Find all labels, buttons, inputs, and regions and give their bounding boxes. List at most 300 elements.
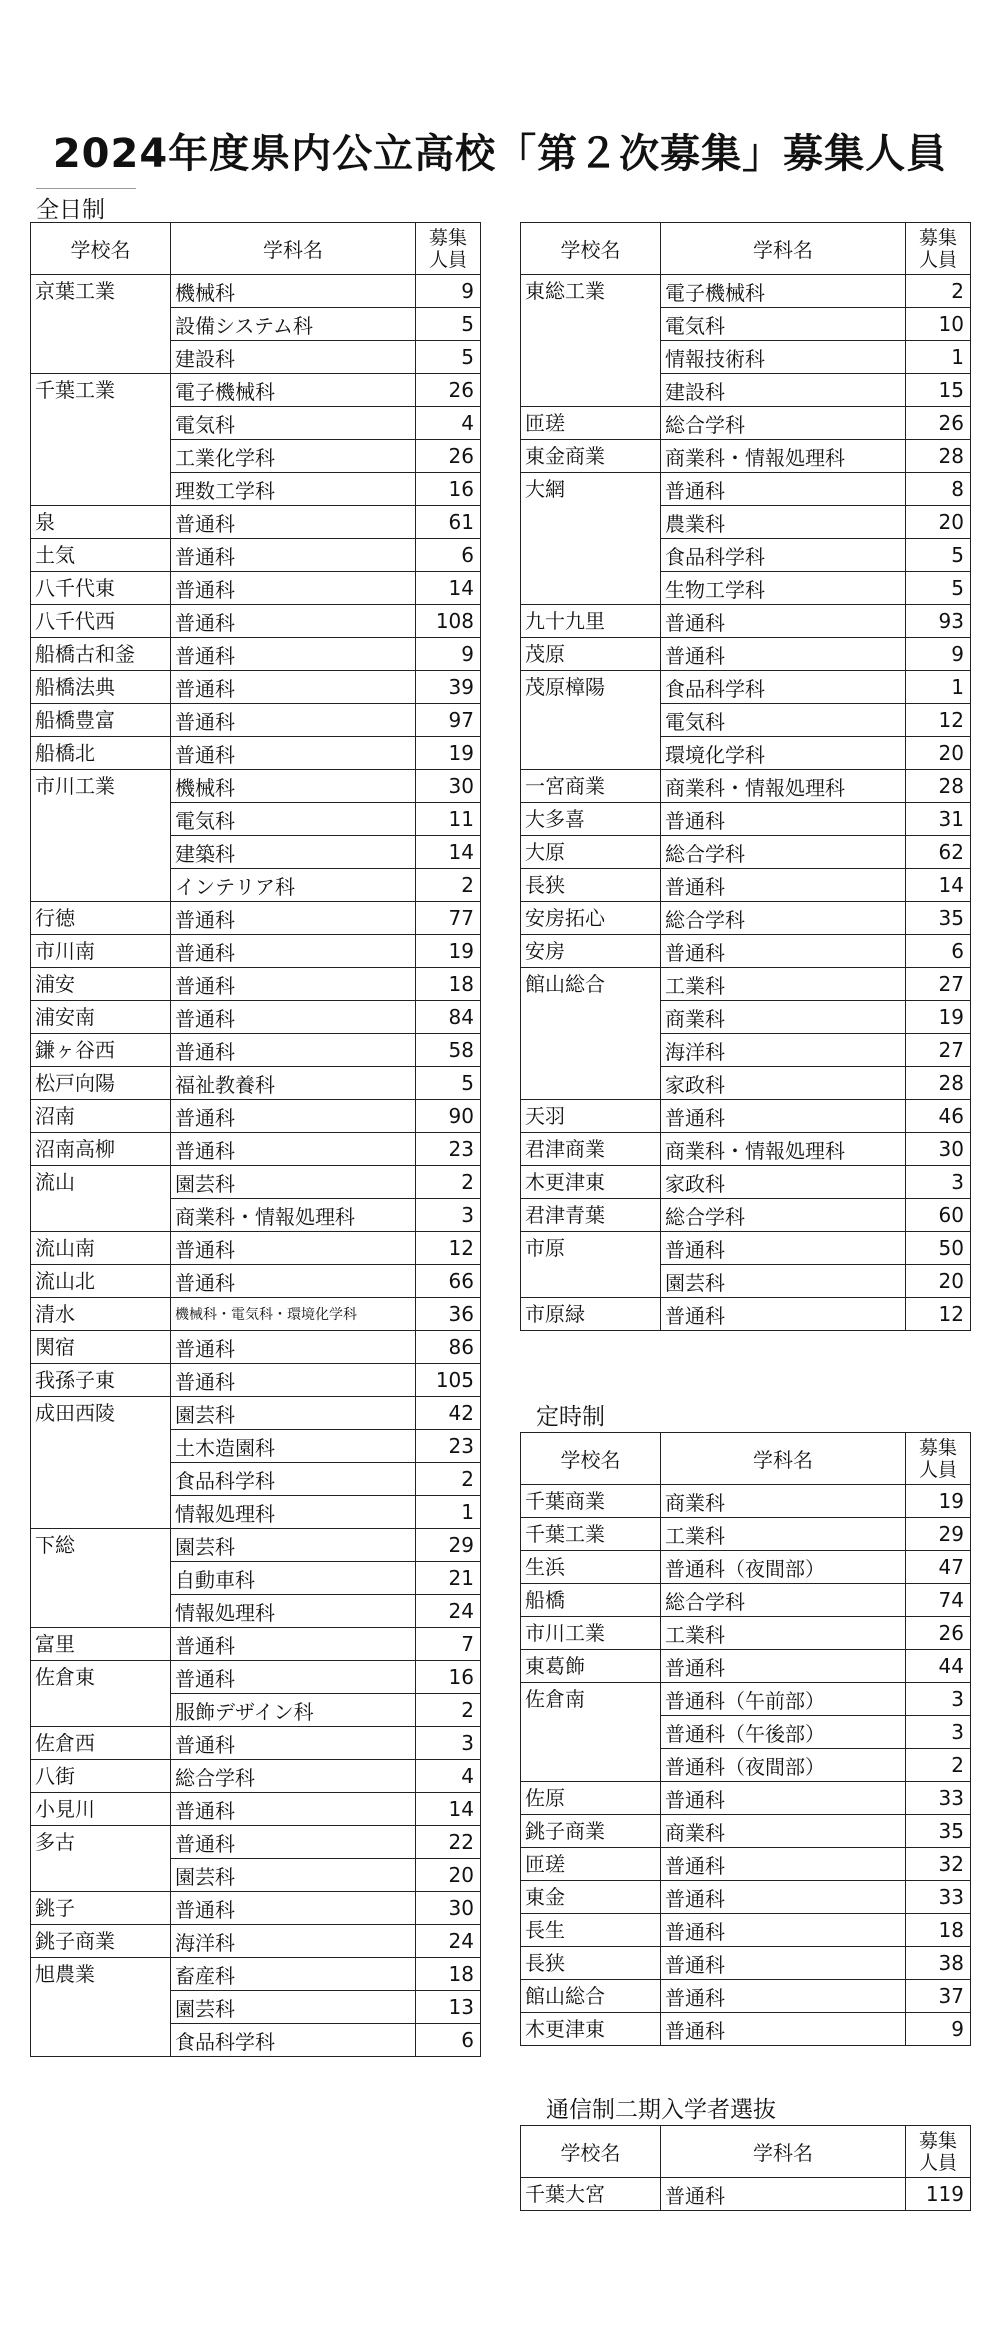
dept-name: 総合学科 xyxy=(171,1760,416,1793)
table-row xyxy=(31,572,481,605)
capacity-value: 35 xyxy=(906,902,971,935)
table-row xyxy=(521,902,971,935)
dept-name: 家政科 xyxy=(661,1166,906,1199)
capacity-value: 26 xyxy=(416,374,481,407)
school-name: 成田西陵 xyxy=(31,1397,171,1529)
capacity-value: 5 xyxy=(416,341,481,374)
table-row xyxy=(31,1100,481,1133)
school-name: 船橋古和釜 xyxy=(31,638,171,671)
capacity-value: 42 xyxy=(416,1397,481,1430)
dept-name: 普通科（午前部） xyxy=(661,1683,906,1716)
school-name: 東金商業 xyxy=(521,440,661,473)
table-row xyxy=(31,1001,481,1034)
table-row xyxy=(31,638,481,671)
zennichi-table-right xyxy=(520,222,971,1331)
dept-name: 工業科 xyxy=(661,1518,906,1551)
capacity-value: 2 xyxy=(906,275,971,308)
table-row xyxy=(521,1551,971,1584)
table-row xyxy=(31,1364,481,1397)
dept-name: 生物工学科 xyxy=(661,572,906,605)
school-name: 船橋北 xyxy=(31,737,171,770)
school-name: 流山 xyxy=(31,1166,171,1232)
school-name: 九十九里 xyxy=(521,605,661,638)
capacity-value: 38 xyxy=(906,1947,971,1980)
school-name: 銚子商業 xyxy=(31,1925,171,1958)
table-row xyxy=(521,770,971,803)
table-row xyxy=(31,1727,481,1760)
table-row xyxy=(521,1650,971,1683)
dept-name: 総合学科 xyxy=(661,407,906,440)
table-row xyxy=(521,1947,971,1980)
section-label-tsushin: 通信制二期入学者選抜 xyxy=(546,2097,776,2123)
dept-name: 普通科 xyxy=(171,1133,416,1166)
capacity-value: 1 xyxy=(906,341,971,374)
dept-name: 機械科 xyxy=(171,770,416,803)
capacity-value: 20 xyxy=(906,506,971,539)
dept-name: 普通科（午後部） xyxy=(661,1716,906,1749)
school-name: 市川工業 xyxy=(521,1617,661,1650)
dept-name: 食品科学科 xyxy=(661,539,906,572)
dept-name: 情報技術科 xyxy=(661,341,906,374)
capacity-value: 13 xyxy=(416,1991,481,2024)
school-name: 佐倉西 xyxy=(31,1727,171,1760)
dept-name: 商業科 xyxy=(661,1001,906,1034)
capacity-value: 62 xyxy=(906,836,971,869)
table-row xyxy=(521,671,971,704)
school-name: 東総工業 xyxy=(521,275,661,407)
table-row xyxy=(31,539,481,572)
table-row xyxy=(31,1925,481,1958)
school-name: 茂原樟陽 xyxy=(521,671,661,770)
school-name: 君津商業 xyxy=(521,1133,661,1166)
dept-name: 家政科 xyxy=(661,1067,906,1100)
dept-name: 商業科 xyxy=(661,1485,906,1518)
dept-name: 普通科 xyxy=(661,2013,906,2046)
capacity-value: 9 xyxy=(906,2013,971,2046)
school-name: 清水 xyxy=(31,1298,171,1331)
table-row xyxy=(31,506,481,539)
capacity-value: 28 xyxy=(906,770,971,803)
dept-name: 食品科学科 xyxy=(171,1463,416,1496)
school-name: 小見川 xyxy=(31,1793,171,1826)
capacity-value: 61 xyxy=(416,506,481,539)
school-name: 東金 xyxy=(521,1881,661,1914)
dept-name: 園芸科 xyxy=(661,1265,906,1298)
dept-name: 普通科 xyxy=(171,1793,416,1826)
capacity-value: 50 xyxy=(906,1232,971,1265)
dept-name: 普通科 xyxy=(661,935,906,968)
dept-name: 普通科 xyxy=(171,638,416,671)
capacity-value: 19 xyxy=(906,1485,971,1518)
page-title: 2024年度県内公立高校「第２次募集」募集人員 xyxy=(52,131,948,177)
dept-name: 普通科 xyxy=(171,968,416,1001)
capacity-value: 5 xyxy=(906,572,971,605)
table-row xyxy=(31,374,481,407)
dept-name: 建築科 xyxy=(171,836,416,869)
dept-name: 普通科 xyxy=(171,605,416,638)
capacity-value: 2 xyxy=(416,1694,481,1727)
table-row xyxy=(521,275,971,308)
capacity-value: 84 xyxy=(416,1001,481,1034)
capacity-value: 19 xyxy=(416,737,481,770)
capacity-value: 20 xyxy=(906,737,971,770)
table-row xyxy=(521,1100,971,1133)
dept-name: 福祉教養科 xyxy=(171,1067,416,1100)
capacity-value: 58 xyxy=(416,1034,481,1067)
school-name: 多古 xyxy=(31,1826,171,1892)
school-name: 沼南 xyxy=(31,1100,171,1133)
dept-name: 園芸科 xyxy=(171,1529,416,1562)
table-row xyxy=(31,1760,481,1793)
capacity-value: 31 xyxy=(906,803,971,836)
dept-name: 園芸科 xyxy=(171,1991,416,2024)
table-row xyxy=(521,1133,971,1166)
school-name: 八千代西 xyxy=(31,605,171,638)
dept-name: 普通科 xyxy=(171,539,416,572)
capacity-value: 18 xyxy=(906,1914,971,1947)
dept-name: 園芸科 xyxy=(171,1859,416,1892)
table-row xyxy=(521,1584,971,1617)
header-school: 学校名 xyxy=(521,2126,661,2178)
school-name: 鎌ヶ谷西 xyxy=(31,1034,171,1067)
table-row xyxy=(31,1265,481,1298)
school-name: 大原 xyxy=(521,836,661,869)
school-name: 土気 xyxy=(31,539,171,572)
dept-name: 普通科 xyxy=(661,473,906,506)
dept-name: 工業科 xyxy=(661,968,906,1001)
capacity-value: 26 xyxy=(906,407,971,440)
dept-name: 機械科・電気科・環境化学科 xyxy=(171,1298,416,1331)
school-name: 安房拓心 xyxy=(521,902,661,935)
dept-name: 畜産科 xyxy=(171,1958,416,1991)
school-name: 佐倉南 xyxy=(521,1683,661,1782)
table-row xyxy=(521,1232,971,1265)
header-school: 学校名 xyxy=(521,1433,661,1485)
dept-name: 普通科 xyxy=(171,1364,416,1397)
dept-name: 普通科 xyxy=(171,1727,416,1760)
dept-name: 普通科 xyxy=(171,1034,416,1067)
dept-name: 普通科 xyxy=(661,605,906,638)
dept-name: 普通科 xyxy=(661,1782,906,1815)
dept-name: 普通科 xyxy=(171,572,416,605)
table-row xyxy=(521,407,971,440)
capacity-value: 30 xyxy=(416,1892,481,1925)
teiji-table xyxy=(520,1432,971,2046)
capacity-value: 29 xyxy=(906,1518,971,1551)
school-name: 君津青葉 xyxy=(521,1199,661,1232)
dept-name: 普通科 xyxy=(171,506,416,539)
dept-name: 普通科 xyxy=(171,1265,416,1298)
table-row xyxy=(521,836,971,869)
section-label-teiji: 定時制 xyxy=(536,1404,605,1430)
dept-name: 普通科 xyxy=(171,1331,416,1364)
dept-name: 普通科 xyxy=(171,704,416,737)
capacity-value: 4 xyxy=(416,407,481,440)
header-capacity: 募集 人員 xyxy=(416,223,481,275)
table-row xyxy=(31,1661,481,1694)
table-row xyxy=(31,1958,481,1991)
table-row xyxy=(521,1518,971,1551)
capacity-value: 20 xyxy=(416,1859,481,1892)
capacity-value: 108 xyxy=(416,605,481,638)
school-name: 生浜 xyxy=(521,1551,661,1584)
capacity-value: 3 xyxy=(906,1683,971,1716)
table-row xyxy=(31,1892,481,1925)
school-name: 京葉工業 xyxy=(31,275,171,374)
dept-name: 普通科 xyxy=(661,1298,906,1331)
capacity-value: 14 xyxy=(416,572,481,605)
table-row xyxy=(31,902,481,935)
header-row xyxy=(31,223,481,275)
school-name: 茂原 xyxy=(521,638,661,671)
school-name: 行徳 xyxy=(31,902,171,935)
header-capacity: 募集 人員 xyxy=(906,1433,971,1485)
table-row xyxy=(31,1331,481,1364)
dept-name: 普通科 xyxy=(171,1001,416,1034)
school-name: 我孫子東 xyxy=(31,1364,171,1397)
capacity-value: 18 xyxy=(416,968,481,1001)
capacity-value: 60 xyxy=(906,1199,971,1232)
school-name: 八街 xyxy=(31,1760,171,1793)
school-name: 市川南 xyxy=(31,935,171,968)
capacity-value: 35 xyxy=(906,1815,971,1848)
capacity-value: 66 xyxy=(416,1265,481,1298)
school-name: 船橋豊富 xyxy=(31,704,171,737)
header-capacity: 募集 人員 xyxy=(906,2126,971,2178)
capacity-value: 10 xyxy=(906,308,971,341)
header-dept: 学科名 xyxy=(661,1433,906,1485)
capacity-value: 14 xyxy=(906,869,971,902)
school-name: 木更津東 xyxy=(521,1166,661,1199)
school-name: 泉 xyxy=(31,506,171,539)
table-row xyxy=(31,1529,481,1562)
school-name: 松戸向陽 xyxy=(31,1067,171,1100)
dept-name: 海洋科 xyxy=(171,1925,416,1958)
dept-name: 総合学科 xyxy=(661,836,906,869)
school-name: 匝瑳 xyxy=(521,1848,661,1881)
school-name: 関宿 xyxy=(31,1331,171,1364)
capacity-value: 2 xyxy=(416,869,481,902)
dept-name: 土木造園科 xyxy=(171,1430,416,1463)
dept-name: 建設科 xyxy=(171,341,416,374)
capacity-value: 74 xyxy=(906,1584,971,1617)
table-row xyxy=(31,704,481,737)
capacity-value: 5 xyxy=(416,1067,481,1100)
capacity-value: 86 xyxy=(416,1331,481,1364)
dept-name: 電気科 xyxy=(171,803,416,836)
dept-name: 普通科 xyxy=(171,671,416,704)
dept-name: 普通科（夜間部） xyxy=(661,1749,906,1782)
header-row xyxy=(521,1433,971,1485)
capacity-value: 6 xyxy=(416,2024,481,2057)
capacity-value: 26 xyxy=(416,440,481,473)
capacity-value: 8 xyxy=(906,473,971,506)
capacity-value: 6 xyxy=(416,539,481,572)
school-name: 一宮商業 xyxy=(521,770,661,803)
dept-name: 普通科 xyxy=(661,1100,906,1133)
table-row xyxy=(31,605,481,638)
dept-name: 工業科 xyxy=(661,1617,906,1650)
capacity-value: 29 xyxy=(416,1529,481,1562)
capacity-value: 30 xyxy=(416,770,481,803)
dept-name: 電子機械科 xyxy=(171,374,416,407)
dept-name: 普通科 xyxy=(171,737,416,770)
school-name: 浦安 xyxy=(31,968,171,1001)
school-name: 旭農業 xyxy=(31,1958,171,2057)
dept-name: 普通科 xyxy=(661,803,906,836)
dept-name: 普通科 xyxy=(171,1826,416,1859)
table-row xyxy=(31,275,481,308)
dept-name: 普通科 xyxy=(661,1947,906,1980)
dept-name: 園芸科 xyxy=(171,1166,416,1199)
capacity-value: 9 xyxy=(416,638,481,671)
table-row xyxy=(31,968,481,1001)
capacity-value: 44 xyxy=(906,1650,971,1683)
table-row xyxy=(31,1628,481,1661)
school-name: 佐原 xyxy=(521,1782,661,1815)
dept-name: 商業科・情報処理科 xyxy=(661,770,906,803)
table-row xyxy=(31,1232,481,1265)
table-row xyxy=(521,1298,971,1331)
capacity-value: 3 xyxy=(416,1727,481,1760)
capacity-value: 33 xyxy=(906,1782,971,1815)
dept-name: 食品科学科 xyxy=(171,2024,416,2057)
school-name: 東葛飾 xyxy=(521,1650,661,1683)
capacity-value: 37 xyxy=(906,1980,971,2013)
school-name: 船橋法典 xyxy=(31,671,171,704)
school-name: 銚子商業 xyxy=(521,1815,661,1848)
school-name: 富里 xyxy=(31,1628,171,1661)
capacity-value: 19 xyxy=(906,1001,971,1034)
header-row xyxy=(521,2126,971,2178)
tsushin-table xyxy=(520,2125,971,2211)
dept-name: 電気科 xyxy=(661,308,906,341)
table-row xyxy=(521,473,971,506)
dept-name: 普通科 xyxy=(171,1232,416,1265)
table-row xyxy=(31,1067,481,1100)
table-row xyxy=(521,605,971,638)
dept-name: 園芸科 xyxy=(171,1397,416,1430)
capacity-value: 21 xyxy=(416,1562,481,1595)
table-row xyxy=(521,1617,971,1650)
dept-name: 総合学科 xyxy=(661,1199,906,1232)
school-name: 市川工業 xyxy=(31,770,171,902)
school-name: 浦安南 xyxy=(31,1001,171,1034)
school-name: 長狭 xyxy=(521,869,661,902)
capacity-value: 11 xyxy=(416,803,481,836)
capacity-value: 90 xyxy=(416,1100,481,1133)
table-row xyxy=(521,2013,971,2046)
school-name: 八千代東 xyxy=(31,572,171,605)
school-name: 千葉大宮 xyxy=(521,2178,661,2211)
dept-name: 海洋科 xyxy=(661,1034,906,1067)
table-row xyxy=(521,440,971,473)
table-row xyxy=(521,1782,971,1815)
table-row xyxy=(521,968,971,1001)
dept-name: 普通科 xyxy=(661,1848,906,1881)
school-name: 佐倉東 xyxy=(31,1661,171,1727)
table-row xyxy=(31,1298,481,1331)
table-row xyxy=(521,1485,971,1518)
dept-name: 普通科 xyxy=(171,902,416,935)
dept-name: 普通科 xyxy=(661,1881,906,1914)
school-name: 匝瑳 xyxy=(521,407,661,440)
school-name: 流山北 xyxy=(31,1265,171,1298)
capacity-value: 28 xyxy=(906,1067,971,1100)
section-label-zennichi: 全日制 xyxy=(36,188,136,224)
capacity-value: 2 xyxy=(906,1749,971,1782)
table-row xyxy=(521,935,971,968)
capacity-value: 36 xyxy=(416,1298,481,1331)
table-row xyxy=(521,1881,971,1914)
capacity-value: 24 xyxy=(416,1595,481,1628)
table-row xyxy=(521,1166,971,1199)
dept-name: 普通科 xyxy=(661,1650,906,1683)
capacity-value: 93 xyxy=(906,605,971,638)
capacity-value: 20 xyxy=(906,1265,971,1298)
school-name: 長生 xyxy=(521,1914,661,1947)
school-name: 安房 xyxy=(521,935,661,968)
header-dept: 学科名 xyxy=(171,223,416,275)
school-name: 木更津東 xyxy=(521,2013,661,2046)
capacity-value: 97 xyxy=(416,704,481,737)
table-row xyxy=(521,803,971,836)
capacity-value: 119 xyxy=(906,2178,971,2211)
school-name: 千葉工業 xyxy=(31,374,171,506)
capacity-value: 32 xyxy=(906,1848,971,1881)
capacity-value: 1 xyxy=(416,1496,481,1529)
capacity-value: 28 xyxy=(906,440,971,473)
dept-name: 工業化学科 xyxy=(171,440,416,473)
school-name: 長狭 xyxy=(521,1947,661,1980)
school-name: 市原緑 xyxy=(521,1298,661,1331)
capacity-value: 12 xyxy=(906,704,971,737)
header-dept: 学科名 xyxy=(661,223,906,275)
school-name: 銚子 xyxy=(31,1892,171,1925)
table-row xyxy=(31,1166,481,1199)
table-row xyxy=(31,737,481,770)
capacity-value: 9 xyxy=(416,275,481,308)
capacity-value: 6 xyxy=(906,935,971,968)
capacity-value: 7 xyxy=(416,1628,481,1661)
dept-name: 商業科・情報処理科 xyxy=(661,440,906,473)
capacity-value: 24 xyxy=(416,1925,481,1958)
dept-name: 普通科 xyxy=(661,1914,906,1947)
dept-name: 商業科・情報処理科 xyxy=(661,1133,906,1166)
dept-name: 理数工学科 xyxy=(171,473,416,506)
table-row xyxy=(31,770,481,803)
school-name: 下総 xyxy=(31,1529,171,1628)
dept-name: 情報処理科 xyxy=(171,1595,416,1628)
header-row xyxy=(521,223,971,275)
school-name: 流山南 xyxy=(31,1232,171,1265)
dept-name: 普通科 xyxy=(171,1892,416,1925)
table-row xyxy=(521,1815,971,1848)
capacity-value: 18 xyxy=(416,1958,481,1991)
table-row xyxy=(521,1980,971,2013)
table-row xyxy=(31,935,481,968)
school-name: 大多喜 xyxy=(521,803,661,836)
capacity-value: 30 xyxy=(906,1133,971,1166)
capacity-value: 5 xyxy=(416,308,481,341)
header-school: 学校名 xyxy=(31,223,171,275)
dept-name: 機械科 xyxy=(171,275,416,308)
school-name: 沼南高柳 xyxy=(31,1133,171,1166)
capacity-value: 23 xyxy=(416,1430,481,1463)
school-name: 千葉商業 xyxy=(521,1485,661,1518)
capacity-value: 77 xyxy=(416,902,481,935)
header-dept: 学科名 xyxy=(661,2126,906,2178)
